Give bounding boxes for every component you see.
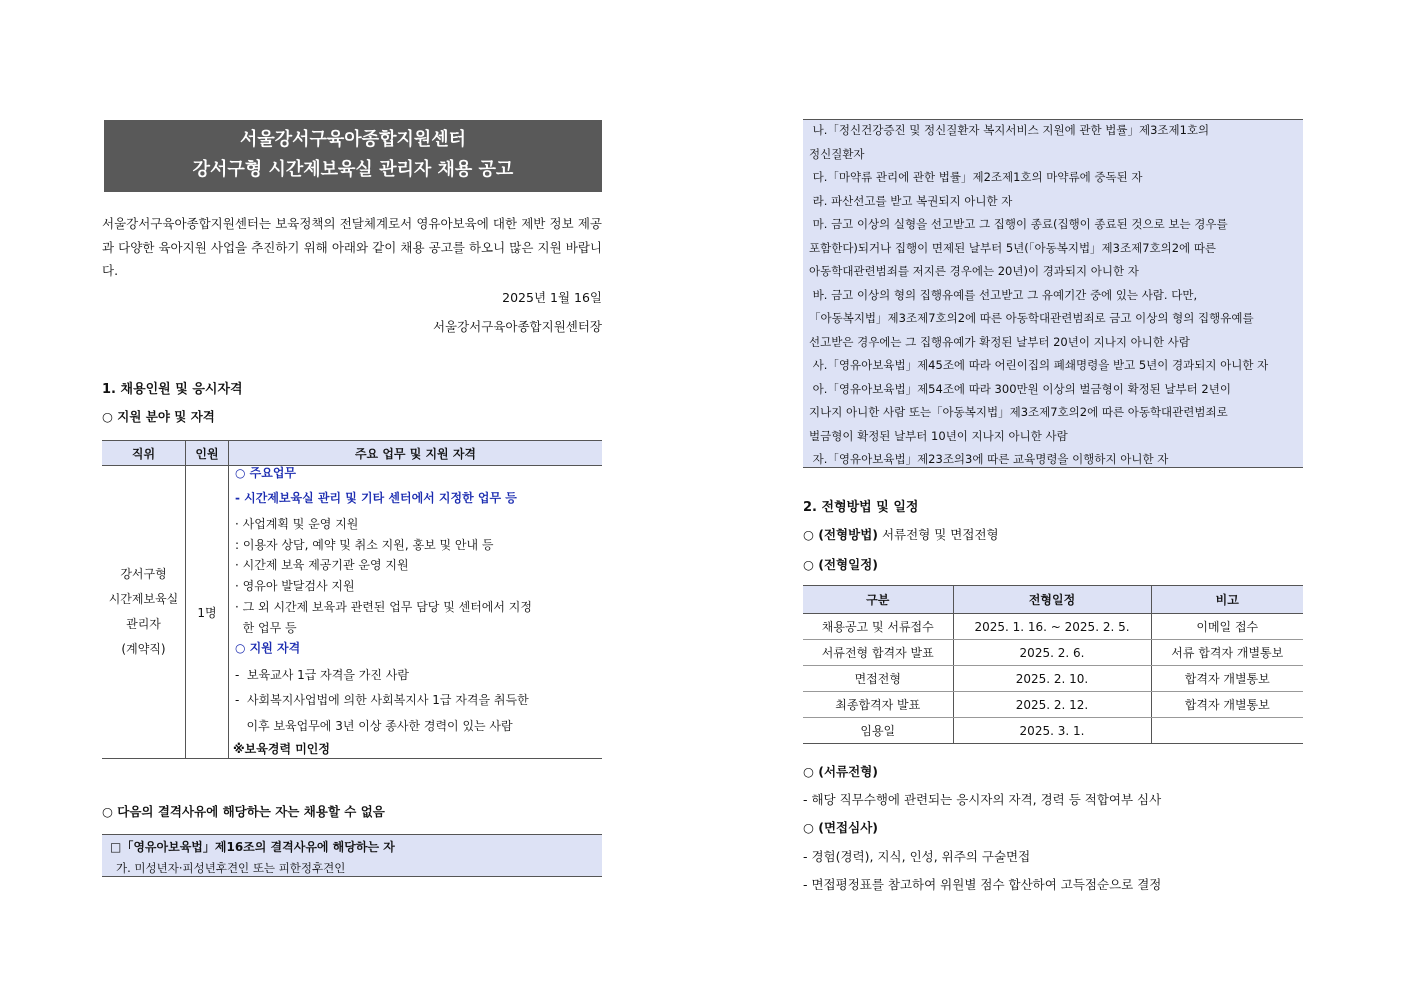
schedule-cell: 2025. 2. 6. <box>953 640 1151 666</box>
interview-item: - 경험(경력), 지식, 인성, 위주의 구술면접 <box>803 849 1031 864</box>
schedule-header-row <box>803 586 1303 614</box>
interview-item: - 면접평정표를 참고하여 위원별 점수 합산하여 고득점순으로 결정 <box>803 877 1162 892</box>
interview-label: ○ (면접심사) <box>803 820 878 835</box>
disqualification-line: 선고받은 경우에는 그 집행유예가 확정된 날부터 20년이 지나지 아니한 사람 <box>809 335 1190 349</box>
position-line: 강서구형 <box>120 567 167 581</box>
schedule-cell: 합격자 개별통보 <box>1151 692 1303 718</box>
table-body-row <box>102 466 602 758</box>
title-banner <box>104 120 602 192</box>
disqualification-line: 바. 금고 이상의 형의 집행유예를 선고받고 그 유예기간 중에 있는 사람. 다만, <box>809 288 1198 302</box>
table-row <box>803 718 1303 744</box>
qualification-item: - 사회복지사업법에 의한 사회복지사 1급 자격을 취득한 <box>235 693 529 707</box>
duties-main: - 시간제보육실 관리 및 기타 센터에서 지정한 업무 등 <box>235 491 517 505</box>
title-main: 강서구형 시간제보육실 관리자 채용 공고 <box>192 159 514 180</box>
disqualification-box <box>102 834 602 877</box>
cell-count: 1명 <box>185 466 228 758</box>
table-header-row <box>102 441 602 466</box>
schedule-header: 구분 <box>803 586 953 614</box>
header-duties: 주요 업무 및 지원 자격 <box>228 441 602 465</box>
table-row <box>803 614 1303 640</box>
schedule-cell: 임용일 <box>803 718 953 744</box>
document-screening-text: - 해당 직무수행에 관련되는 응시자의 자격, 경력 등 적합여부 심사 <box>803 792 1162 807</box>
disqualification-line: 지나지 아니한 사람 또는「아동복지법」제3조제7호의2에 따른 아동학대관련범죄로 <box>809 405 1228 419</box>
disqualification-line: 아동학대관련범죄를 저지른 경우에는 20년)이 경과되지 아니한 자 <box>809 264 1139 278</box>
duties-title: ○ 주요업무 <box>235 466 297 480</box>
cell-position <box>102 466 185 758</box>
position-line: (계약직) <box>121 642 166 656</box>
disqualification-box-title: □「영유아보육법」제16조의 결격사유에 해당하는 자 <box>110 840 395 854</box>
disqualification-line: 자.「영유아보육법」제23조의3에 따른 교육명령을 이행하지 아니한 자 <box>809 452 1169 466</box>
duty-item: : 이용자 상담, 예약 및 취소 지원, 홍보 및 안내 등 <box>235 538 494 552</box>
disqualification-line: 정신질환자 <box>809 147 865 161</box>
experience-note: ※보육경력 미인정 <box>233 742 330 756</box>
schedule-cell: 이메일 접수 <box>1151 614 1303 640</box>
schedule-cell: 면접전형 <box>803 666 953 692</box>
schedule-cell <box>1151 718 1303 744</box>
document-screening-label: ○ (서류전형) <box>803 764 878 779</box>
schedule-header: 전형일정 <box>953 586 1151 614</box>
schedule-cell: 2025. 1. 16. ~ 2025. 2. 5. <box>953 614 1151 640</box>
section2-title: 2. 전형방법 및 일정 <box>803 500 919 515</box>
schedule-cell: 2025. 2. 12. <box>953 692 1151 718</box>
disqualification-item: 가. 미성년자·피성년후견인 또는 피한정후견인 <box>116 861 346 875</box>
disqualification-line: 「아동복지법」제3조제7호의2에 따른 아동학대관련범죄로 금고 이상의 형의 집행유예를 <box>809 311 1254 325</box>
position-line: 시간제보육실 <box>108 592 179 606</box>
notice-date: 2025년 1월 16일 <box>502 290 602 305</box>
qualification-item: - 보육교사 1급 자격을 가진 사람 <box>235 668 409 682</box>
schedule-table <box>803 585 1303 744</box>
table-row <box>803 666 1303 692</box>
table-row <box>803 692 1303 718</box>
disqualification-continued-box <box>803 119 1303 468</box>
disqualification-line: 사.「영유아보육법」제45조에 따라 어린이집의 폐쇄명령을 받고 5년이 경과되지 아니한 자 <box>809 358 1269 372</box>
disqualification-line: 라. 파산선고를 받고 복권되지 아니한 자 <box>809 194 1013 208</box>
schedule-cell: 서류 합격자 개별통보 <box>1151 640 1303 666</box>
schedule-cell: 채용공고 및 서류접수 <box>803 614 953 640</box>
method-label: ○ (전형방법) <box>803 527 878 542</box>
duty-item: · 영유아 발달검사 지원 <box>235 579 355 593</box>
recruitment-table <box>102 440 602 759</box>
qualification-item: 이후 보육업무에 3년 이상 종사한 경력이 있는 사람 <box>235 719 513 733</box>
disqualification-title: ○ 다음의 결격사유에 해당하는 자는 채용할 수 없음 <box>102 804 385 819</box>
table-row <box>803 640 1303 666</box>
duty-item: 한 업무 등 <box>235 621 297 635</box>
schedule-cell: 합격자 개별통보 <box>1151 666 1303 692</box>
header-count: 인원 <box>185 441 228 465</box>
disqualification-line: 아.「영유아보육법」제54조에 따라 300만원 이상의 벌금형이 확정된 날부터 2년이 <box>809 382 1231 396</box>
position-line: 관리자 <box>126 617 161 631</box>
disqualification-line: 다.「마약류 관리에 관한 법률」제2조제1호의 마약류에 중독된 자 <box>809 170 1143 184</box>
disqualification-line: 포함한다)되거나 집행이 면제된 날부터 5년(「아동복지법」제3조제7호의2에 따른 <box>809 241 1217 255</box>
qualification-title: ○ 지원 자격 <box>235 641 301 655</box>
duty-item: · 사업계획 및 운영 지원 <box>235 517 359 531</box>
cell-duties <box>228 466 602 758</box>
header-position: 직위 <box>131 446 156 461</box>
section1-title: 1. 채용인원 및 응시자격 <box>102 382 243 397</box>
schedule-cell: 2025. 3. 1. <box>953 718 1151 744</box>
section1-subtitle: ○ 지원 분야 및 자격 <box>102 409 215 424</box>
method-text: 서류전형 및 면접전형 <box>878 527 999 542</box>
notice-signer: 서울강서구육아종합지원센터장 <box>432 319 602 334</box>
duty-item: · 시간제 보육 제공기관 운영 지원 <box>235 558 409 572</box>
schedule-cell: 2025. 2. 10. <box>953 666 1151 692</box>
schedule-cell: 최종합격자 발표 <box>803 692 953 718</box>
title-org: 서울강서구육아종합지원센터 <box>239 129 467 150</box>
schedule-cell: 서류전형 합격자 발표 <box>803 640 953 666</box>
method-line <box>803 525 999 543</box>
disqualification-line: 벌금형이 확정된 날부터 10년이 지나지 아니한 사람 <box>809 429 1068 443</box>
duty-item: · 그 외 시간제 보육과 관련된 업무 담당 및 센터에서 지정 <box>235 600 532 614</box>
disqualification-line: 마. 금고 이상의 실형을 선고받고 그 집행이 종료(집행이 종료된 것으로 보는 경우를 <box>809 217 1228 231</box>
intro-paragraph: 서울강서구육아종합지원센터는 보육정책의 전달체계로서 영유아보육에 대한 제반 정보 제공과 다양한 육아지원 사업을 추진하기 위해 아래와 같이 채용 공고를 하오니 많은 지원 바랍니다. <box>102 216 602 278</box>
disqualification-line: 나.「정신건강증진 및 정신질환자 복지서비스 지원에 관한 법률」제3조제1호의 <box>809 123 1210 137</box>
schedule-header: 비고 <box>1151 586 1303 614</box>
schedule-label: ○ (전형일정) <box>803 557 878 572</box>
